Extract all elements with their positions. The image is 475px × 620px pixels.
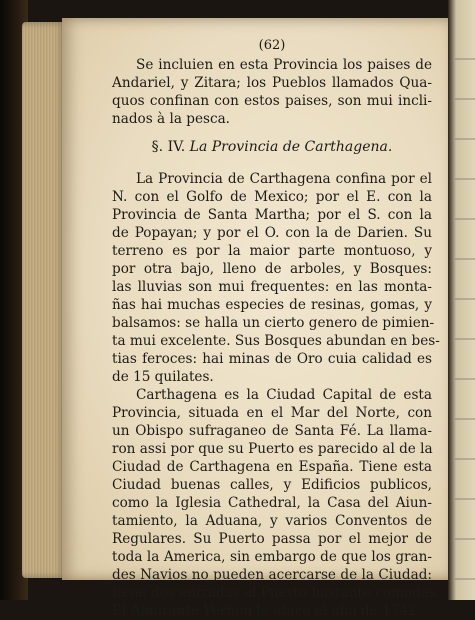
text-line: por otra bajo, lleno de arboles, y Bosques: (112, 261, 432, 277)
intro-paragraph (112, 56, 432, 128)
facing-map-edge (455, 20, 475, 580)
text-line: ñas hai muchas especies de resinas, gomas, y (112, 297, 432, 313)
section-title: La Provincia de Carthagena. (189, 139, 393, 155)
text-line: Se incluien en esta Provincia los paises de (136, 57, 432, 73)
text-line: Provincia, situada en el Mar del Norte, con (112, 405, 432, 421)
text-line: Carthagena es la Ciudad Capital de esta (136, 387, 432, 403)
text-line: N. con el Golfo de Mexico; por el E. con la (112, 189, 432, 205)
paragraph-provincia (112, 170, 440, 386)
text-line: ta mui excelente. Sus Bosques abundan en bes- (112, 333, 440, 349)
text-line: La Provincia de Carthagena confina por el (136, 171, 432, 187)
text-line: como la Iglesia Cathedral, la Casa del Aiun- (112, 495, 432, 511)
text-line: tiene dos entradas al Puerto bastante comodas. (112, 585, 441, 601)
text-line: ron assi por que su Puerto es parecido al de la (112, 441, 433, 457)
text-line: de 15 quilates. (112, 369, 214, 385)
section-heading (112, 132, 432, 162)
text-line: quos confinan con estos paises, son mui incli- (112, 93, 432, 109)
text-line: Provincia de Santa Martha; por el S. con la (112, 207, 432, 223)
text-line: las lluvias son mui frequentes: en las monta- (112, 279, 432, 295)
text-line: balsamos: se halla un cierto genero de pimien- (112, 315, 435, 331)
text-line: nados à la pesca. (112, 111, 231, 127)
text-line: Ciudad de Carthagena en España. Tiene esta (112, 459, 432, 475)
page-text (112, 36, 441, 620)
text-line: toda la America, sin embargo de que los gran- (112, 549, 432, 565)
text-line: des Navios no pueden acercarse de la Ciudad: (112, 567, 432, 583)
text-line: de Popayan; y por el O. con la de Darien. Su (112, 225, 432, 241)
text-line: Ciudad buenas calles, y Edificios publicos, (112, 477, 432, 493)
text-line: tamiento, la Aduana, y varios Conventos de (112, 513, 432, 529)
text-line: El Almirante Vernon le atacò el año de 1742, (112, 603, 421, 619)
text-line: Regulares. Su Puerto passa por el mejor de (112, 531, 432, 547)
page-number: (62) (258, 38, 286, 53)
text-line: un Obispo sufraganeo de Santa Fé. La llama- (112, 423, 432, 439)
text-line: Andariel, y Zitara; los Pueblos llamados Qua- (112, 75, 432, 91)
text-line: tias feroces: hai minas de Oro cuia calidad es (112, 351, 432, 367)
text-line: terreno es por la maior parte montuoso, y (112, 243, 432, 259)
section-number: §. IV. (151, 139, 186, 155)
paragraph-ciudad (112, 386, 441, 620)
